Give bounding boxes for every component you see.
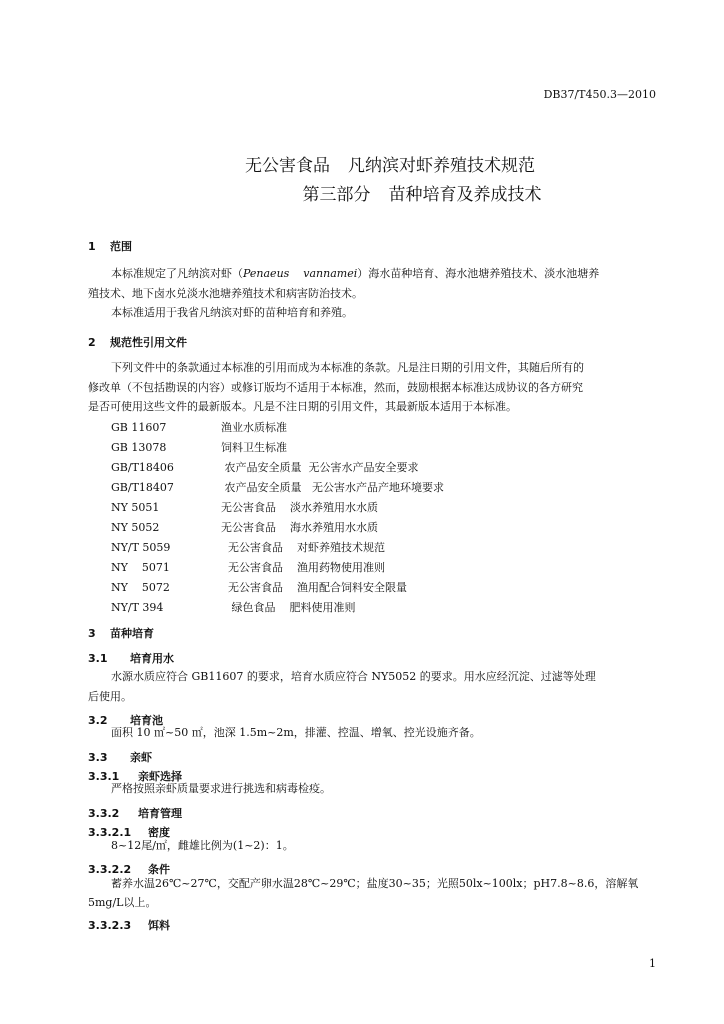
paragraph: 蓄养水温26℃~27℃，交配产卵水温28℃~29℃；盐度30~35；光照50lx~100lx；pH7.8~8.6，溶解氧 — [111, 877, 639, 890]
ref-name: 无公害食品 淡水养殖用水水质 — [221, 501, 378, 514]
section-title: 苗种培育 — [110, 627, 154, 640]
reference-item — [111, 439, 287, 455]
ref-code: NY 5052 — [111, 521, 160, 534]
section-title: 培育用水 — [130, 652, 174, 665]
section-number: 3.3.2.2 — [88, 863, 132, 876]
ref-name: 无公害食品 渔用药物使用准则 — [221, 561, 385, 574]
section-number: 3.3.2.1 — [88, 826, 132, 839]
document-id: DB37/T450.3—2010 — [543, 88, 656, 101]
reference-item — [111, 559, 385, 575]
ref-code: NY 5051 — [111, 501, 160, 514]
section-number: 3.3.1 — [88, 770, 120, 783]
paragraph-cont: 殖技术、地下卤水兑淡水池塘养殖技术和病害防治技术。 — [88, 287, 363, 300]
reference-item — [111, 579, 407, 595]
section-title: 饵料 — [148, 919, 170, 932]
section-number: 3.3 — [88, 751, 108, 764]
paragraph-cont: 是否可使用这些文件的最新版本。凡是不注日期的引用文件，其最新版本适用于本标准。 — [88, 400, 517, 413]
paragraph: 面积 10 ㎡~50 ㎡，池深 1.5m~2m，排灌、控温、增氧、控光设施齐备。 — [111, 726, 481, 739]
ref-code: GB 11607 — [111, 421, 167, 434]
reference-item — [111, 479, 444, 495]
section-number: 3 — [88, 627, 96, 640]
ref-code: GB 13078 — [111, 441, 167, 454]
ref-code: NY/T 394 — [111, 601, 164, 614]
text: ）海水苗种培育、海水池塘养殖技术、淡水池塘养 — [357, 267, 600, 280]
latin-name: Penaeus vannamei — [243, 267, 358, 280]
ref-name: 渔业水质标准 — [221, 421, 287, 434]
section-1-heading — [88, 238, 132, 254]
subsection-heading — [88, 917, 170, 933]
ref-code: NY 5071 — [111, 561, 170, 574]
page-number: 1 — [649, 957, 656, 970]
section-title: 范围 — [110, 240, 132, 253]
title-2b: 苗种培育及养成技术 — [388, 185, 542, 205]
paragraph: 严格按照亲虾质量要求进行挑选和病毒检疫。 — [111, 782, 331, 795]
section-title: 培育管理 — [138, 807, 182, 820]
paragraph-cont: 5mg/L以上。 — [88, 896, 157, 909]
title-line-2 — [0, 180, 724, 205]
section-number: 3.3.2.3 — [88, 919, 132, 932]
section-number: 2 — [88, 336, 96, 349]
ref-name: 无公害食品 渔用配合饲料安全限量 — [221, 581, 407, 594]
subsection-heading — [88, 650, 174, 666]
ref-name: 绿色食品 肥料使用准则 — [221, 601, 356, 614]
section-title: 密度 — [148, 826, 170, 839]
text: 本标准规定了凡纳滨对虾（ — [111, 267, 243, 280]
title-1a: 无公害食品 — [245, 156, 330, 176]
title-2a: 第三部分 — [302, 185, 371, 205]
section-number: 3.3.2 — [88, 807, 120, 820]
subsection-heading — [88, 805, 182, 821]
section-title: 规范性引用文件 — [110, 336, 187, 349]
ref-name: 农产品安全质量 无公害水产品安全要求 — [221, 461, 419, 474]
section-title: 亲虾 — [130, 751, 152, 764]
section-title: 条件 — [148, 863, 170, 876]
ref-name: 无公害食品 海水养殖用水水质 — [221, 521, 378, 534]
paragraph — [111, 264, 599, 283]
reference-item — [111, 539, 385, 555]
ref-name: 饲料卫生标准 — [221, 441, 287, 454]
reference-item — [111, 419, 287, 435]
reference-item — [111, 499, 378, 515]
ref-code: GB/T18406 — [111, 461, 174, 474]
paragraph-cont: 后使用。 — [88, 690, 132, 703]
section-title: 培育池 — [130, 714, 163, 727]
section-title: 亲虾选择 — [138, 770, 182, 783]
section-number: 1 — [88, 240, 96, 253]
subsection-heading — [88, 749, 152, 765]
reference-item — [111, 519, 378, 535]
paragraph: 本标准适用于我省凡纳滨对虾的苗种培育和养殖。 — [111, 306, 353, 319]
paragraph: 下列文件中的条款通过本标准的引用而成为本标准的条款。凡是注日期的引用文件，其随后所有的 — [111, 361, 584, 374]
title-1b: 凡纳滨对虾养殖技术规范 — [348, 156, 535, 176]
paragraph: 8~12尾/㎡，雌雄比例为(1~2)：1。 — [111, 839, 294, 852]
reference-item — [111, 459, 419, 475]
paragraph-cont: 修改单（不包括勘误的内容）或修订版均不适用于本标准，然而，鼓励根据本标准达成协议的各方研究 — [88, 381, 583, 394]
ref-code: NY 5072 — [111, 581, 170, 594]
paragraph: 水源水质应符合 GB11607 的要求，培育水质应符合 NY5052 的要求。用水应经沉淀、过滤等处理 — [111, 670, 596, 683]
reference-item — [111, 599, 355, 615]
section-3-heading — [88, 625, 154, 641]
section-number: 3.1 — [88, 652, 108, 665]
title-line-1 — [0, 151, 724, 176]
section-2-heading — [88, 334, 187, 350]
ref-code: NY/T 5059 — [111, 541, 171, 554]
section-number: 3.2 — [88, 714, 108, 727]
ref-name: 农产品安全质量 无公害水产品产地环境要求 — [221, 481, 444, 494]
ref-code: GB/T18407 — [111, 481, 174, 494]
ref-name: 无公害食品 对虾养殖技术规范 — [221, 541, 385, 554]
